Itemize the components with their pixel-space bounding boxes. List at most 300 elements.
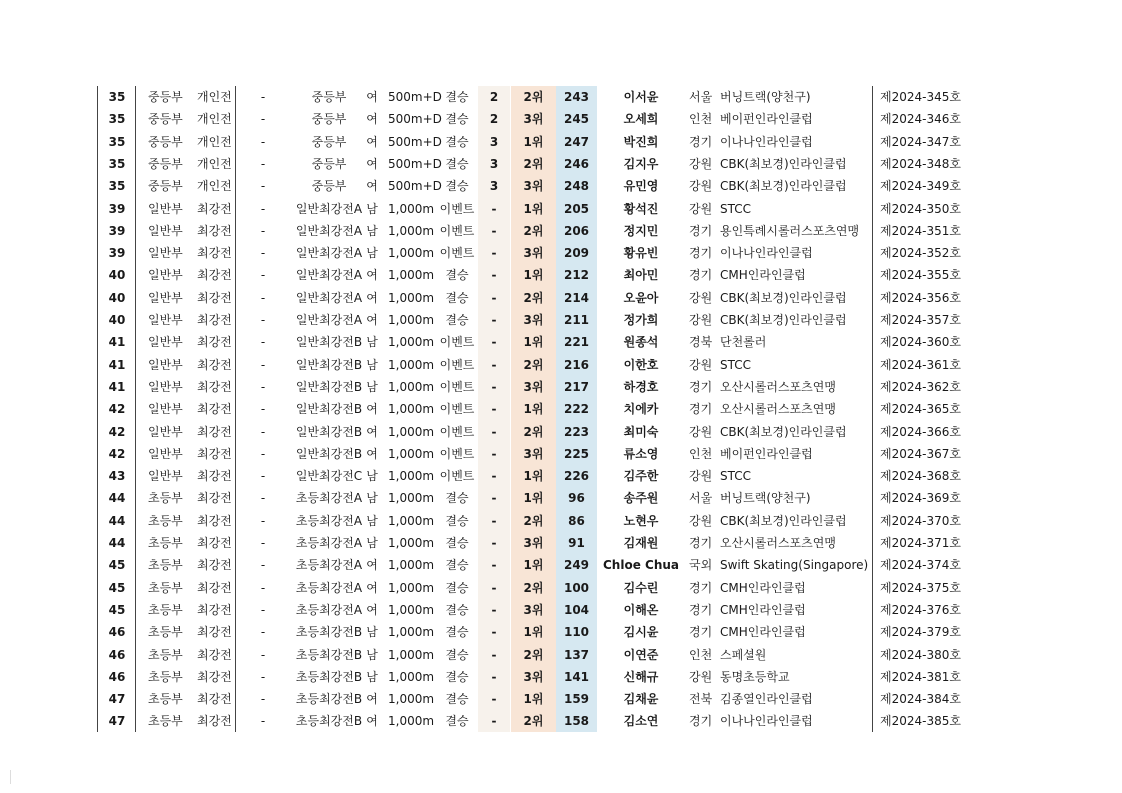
athlete-name: 원종석 bbox=[623, 335, 659, 350]
event-type: 최강전 bbox=[197, 580, 232, 595]
event-type: 최강전 bbox=[197, 379, 232, 394]
event-type: 최강전 bbox=[197, 268, 232, 283]
event-number: 45 bbox=[108, 558, 126, 573]
athlete-name: 이한호 bbox=[623, 357, 659, 372]
region: 강원 bbox=[689, 424, 713, 439]
round: 이벤트 bbox=[439, 357, 475, 372]
certificate-number: 제2024-376호 bbox=[880, 602, 961, 617]
division: 일반부 bbox=[148, 290, 183, 305]
distance: 1,000m bbox=[388, 223, 435, 238]
distance: 500m+D bbox=[388, 112, 442, 127]
club: STCC bbox=[720, 357, 752, 372]
table-row bbox=[0, 443, 1122, 465]
division: 초등부 bbox=[148, 602, 183, 617]
heat: - bbox=[491, 536, 497, 550]
event-number: 44 bbox=[108, 513, 126, 528]
dash: - bbox=[260, 647, 266, 662]
category: 일반최강전A bbox=[295, 223, 363, 238]
distance: 1,000m bbox=[388, 669, 435, 684]
distance: 500m+D bbox=[388, 179, 442, 194]
category: 중등부 bbox=[311, 134, 347, 149]
athlete-name: 박진희 bbox=[623, 134, 659, 149]
event-number: 47 bbox=[108, 714, 126, 729]
round: 이벤트 bbox=[439, 424, 475, 439]
gender: 여 bbox=[366, 402, 378, 417]
bib-number: 206 bbox=[563, 223, 590, 238]
athlete-name: 이해온 bbox=[623, 602, 659, 617]
certificate-number: 제2024-355호 bbox=[880, 268, 961, 283]
dash: - bbox=[260, 134, 266, 149]
certificate-number: 제2024-368호 bbox=[880, 469, 961, 484]
table-row bbox=[0, 710, 1122, 732]
event-number: 44 bbox=[108, 536, 126, 550]
athlete-name: 노현우 bbox=[623, 513, 659, 528]
dash: - bbox=[260, 246, 266, 261]
category: 중등부 bbox=[311, 179, 347, 194]
place: 3위 bbox=[523, 313, 544, 327]
event-type: 최강전 bbox=[197, 313, 232, 327]
dash: - bbox=[260, 179, 266, 194]
club: CBK(최보경)인라인클럽 bbox=[720, 513, 847, 528]
club: 베이펀인라인클럽 bbox=[720, 112, 813, 127]
heat: - bbox=[491, 580, 497, 595]
distance: 1,000m bbox=[388, 246, 435, 261]
place: 3위 bbox=[523, 669, 544, 684]
place: 2위 bbox=[523, 290, 544, 305]
gender: 남 bbox=[366, 491, 378, 506]
bib-number: 209 bbox=[563, 246, 590, 261]
heat: - bbox=[491, 424, 497, 439]
table-row bbox=[0, 554, 1122, 576]
division: 일반부 bbox=[148, 424, 183, 439]
place: 2위 bbox=[523, 513, 544, 528]
round: 결승 bbox=[445, 692, 469, 707]
round: 결승 bbox=[445, 156, 469, 171]
round: 결승 bbox=[445, 134, 469, 149]
category: 초등최강전A bbox=[295, 602, 363, 617]
division: 중등부 bbox=[148, 90, 183, 104]
division: 초등부 bbox=[148, 647, 183, 662]
distance: 1,000m bbox=[388, 268, 435, 283]
division: 일반부 bbox=[148, 379, 183, 394]
gender: 남 bbox=[366, 647, 378, 662]
heat: - bbox=[491, 223, 497, 238]
distance: 1,000m bbox=[388, 313, 435, 327]
region: 강원 bbox=[689, 179, 713, 194]
round: 이벤트 bbox=[439, 246, 475, 261]
table-row bbox=[0, 108, 1122, 130]
round: 결승 bbox=[445, 558, 469, 573]
event-type: 최강전 bbox=[197, 625, 232, 640]
dash: - bbox=[260, 402, 266, 417]
gender: 남 bbox=[366, 223, 378, 238]
region: 경기 bbox=[689, 246, 713, 261]
certificate-number: 제2024-360호 bbox=[880, 335, 961, 350]
event-type: 개인전 bbox=[197, 179, 232, 194]
bib-number: 205 bbox=[563, 201, 590, 216]
heat: 3 bbox=[489, 156, 499, 171]
club: STCC bbox=[720, 469, 752, 484]
club: CBK(최보경)인라인클럽 bbox=[720, 156, 847, 171]
athlete-name: 김시윤 bbox=[623, 625, 659, 640]
place: 2위 bbox=[523, 357, 544, 372]
round: 이벤트 bbox=[439, 201, 475, 216]
gender: 여 bbox=[366, 424, 378, 439]
table-row bbox=[0, 644, 1122, 666]
place: 1위 bbox=[523, 335, 544, 350]
event-number: 40 bbox=[108, 290, 126, 305]
table-row bbox=[0, 198, 1122, 220]
event-type: 최강전 bbox=[197, 446, 232, 461]
certificate-number: 제2024-367호 bbox=[880, 446, 961, 461]
category: 초등최강전A bbox=[295, 513, 363, 528]
event-type: 최강전 bbox=[197, 402, 232, 417]
heat: - bbox=[491, 335, 497, 350]
event-type: 최강전 bbox=[197, 335, 232, 350]
dash: - bbox=[260, 491, 266, 506]
distance: 1,000m bbox=[388, 335, 435, 350]
bib-number: 159 bbox=[563, 692, 590, 707]
athlete-name: 최아민 bbox=[623, 268, 659, 283]
bib-number: 137 bbox=[563, 647, 590, 662]
region: 강원 bbox=[689, 357, 713, 372]
athlete-name: 류소영 bbox=[623, 446, 659, 461]
division: 일반부 bbox=[148, 268, 183, 283]
gender: 남 bbox=[366, 246, 378, 261]
certificate-number: 제2024-362호 bbox=[880, 379, 961, 394]
gender: 여 bbox=[366, 580, 378, 595]
round: 결승 bbox=[445, 179, 469, 194]
region: 인천 bbox=[689, 446, 713, 461]
bib-number: 141 bbox=[563, 669, 590, 684]
category: 일반최강전B bbox=[295, 357, 363, 372]
dash: - bbox=[260, 513, 266, 528]
distance: 1,000m bbox=[388, 402, 435, 417]
place: 2위 bbox=[523, 647, 544, 662]
place: 1위 bbox=[523, 268, 544, 283]
athlete-name: 김주한 bbox=[623, 469, 659, 484]
certificate-number: 제2024-345호 bbox=[880, 90, 961, 104]
table-row bbox=[0, 577, 1122, 599]
gender: 여 bbox=[366, 134, 378, 149]
region: 인천 bbox=[689, 647, 713, 662]
distance: 1,000m bbox=[388, 379, 435, 394]
table-row bbox=[0, 398, 1122, 420]
heat: - bbox=[491, 313, 497, 327]
distance: 1,000m bbox=[388, 491, 435, 506]
round: 결승 bbox=[445, 647, 469, 662]
division: 일반부 bbox=[148, 357, 183, 372]
distance: 1,000m bbox=[388, 647, 435, 662]
region: 서울 bbox=[689, 90, 713, 104]
division: 일반부 bbox=[148, 313, 183, 327]
table-row bbox=[0, 421, 1122, 443]
region: 강원 bbox=[689, 201, 713, 216]
table-row bbox=[0, 354, 1122, 376]
event-type: 최강전 bbox=[197, 357, 232, 372]
round: 이벤트 bbox=[439, 446, 475, 461]
category: 중등부 bbox=[311, 156, 347, 171]
distance: 1,000m bbox=[388, 558, 435, 573]
dash: - bbox=[260, 536, 266, 550]
distance: 1,000m bbox=[388, 357, 435, 372]
gender: 여 bbox=[366, 446, 378, 461]
category: 일반최강전A bbox=[295, 268, 363, 283]
table-row bbox=[0, 510, 1122, 532]
table-row bbox=[0, 688, 1122, 710]
distance: 1,000m bbox=[388, 446, 435, 461]
dash: - bbox=[260, 156, 266, 171]
category: 일반최강전B bbox=[295, 446, 363, 461]
athlete-name: 최미숙 bbox=[623, 424, 659, 439]
event-type: 최강전 bbox=[197, 602, 232, 617]
distance: 1,000m bbox=[388, 536, 435, 550]
dash: - bbox=[260, 558, 266, 573]
certificate-number: 제2024-352호 bbox=[880, 246, 961, 261]
heat: - bbox=[491, 402, 497, 417]
distance: 500m+D bbox=[388, 134, 442, 149]
event-number: 46 bbox=[108, 625, 126, 640]
category: 일반최강전B bbox=[295, 379, 363, 394]
place: 3위 bbox=[523, 602, 544, 617]
athlete-name: 하경호 bbox=[623, 379, 659, 394]
event-type: 최강전 bbox=[197, 246, 232, 261]
event-number: 35 bbox=[108, 156, 126, 171]
heat: - bbox=[491, 513, 497, 528]
table-row bbox=[0, 599, 1122, 621]
club: CBK(최보경)인라인클럽 bbox=[720, 424, 847, 439]
gender: 여 bbox=[366, 290, 378, 305]
scan-artifact bbox=[10, 770, 11, 784]
gender: 여 bbox=[366, 602, 378, 617]
heat: 3 bbox=[489, 134, 499, 149]
club: 버닝트랙(양천구) bbox=[720, 491, 811, 506]
round: 이벤트 bbox=[439, 402, 475, 417]
club: 베이펀인라인클럽 bbox=[720, 446, 813, 461]
event-type: 최강전 bbox=[197, 647, 232, 662]
event-type: 최강전 bbox=[197, 714, 232, 729]
athlete-name: 김지우 bbox=[623, 156, 659, 171]
dash: - bbox=[260, 268, 266, 283]
region: 경기 bbox=[689, 536, 713, 550]
bib-number: 248 bbox=[563, 179, 590, 194]
gender: 여 bbox=[366, 112, 378, 127]
category: 초등최강전A bbox=[295, 580, 363, 595]
round: 결승 bbox=[445, 290, 469, 305]
club: CBK(최보경)인라인클럽 bbox=[720, 179, 847, 194]
gender: 여 bbox=[366, 714, 378, 729]
category: 초등최강전B bbox=[295, 625, 363, 640]
distance: 500m+D bbox=[388, 156, 442, 171]
club: 용인특례시롤러스포츠연맹 bbox=[720, 223, 860, 238]
region: 경기 bbox=[689, 580, 713, 595]
dash: - bbox=[260, 290, 266, 305]
certificate-number: 제2024-374호 bbox=[880, 558, 961, 573]
bib-number: 243 bbox=[563, 90, 590, 104]
event-number: 40 bbox=[108, 313, 126, 327]
bib-number: 222 bbox=[563, 402, 590, 417]
place: 2위 bbox=[523, 424, 544, 439]
place: 3위 bbox=[523, 379, 544, 394]
region: 인천 bbox=[689, 112, 713, 127]
event-number: 41 bbox=[108, 379, 126, 394]
club: 이나나인라인클럽 bbox=[720, 246, 813, 261]
table-row bbox=[0, 287, 1122, 309]
division: 초등부 bbox=[148, 580, 183, 595]
bib-number: 91 bbox=[568, 536, 585, 550]
round: 이벤트 bbox=[439, 335, 475, 350]
certificate-number: 제2024-357호 bbox=[880, 313, 961, 327]
event-type: 최강전 bbox=[197, 469, 232, 484]
region: 강원 bbox=[689, 469, 713, 484]
club: STCC bbox=[720, 201, 752, 216]
event-number: 46 bbox=[108, 647, 126, 662]
athlete-name: 오윤아 bbox=[623, 290, 659, 305]
place: 3위 bbox=[523, 179, 544, 194]
heat: - bbox=[491, 625, 497, 640]
club: 스페셜원 bbox=[720, 647, 767, 662]
event-number: 41 bbox=[108, 335, 126, 350]
event-type: 최강전 bbox=[197, 669, 232, 684]
certificate-number: 제2024-385호 bbox=[880, 714, 961, 729]
bib-number: 221 bbox=[563, 335, 590, 350]
place: 1위 bbox=[523, 469, 544, 484]
table-row bbox=[0, 331, 1122, 353]
division: 초등부 bbox=[148, 692, 183, 707]
dash: - bbox=[260, 714, 266, 729]
club: CBK(최보경)인라인클럽 bbox=[720, 290, 847, 305]
athlete-name: 치에카 bbox=[623, 402, 659, 417]
gender: 여 bbox=[366, 692, 378, 707]
category: 일반최강전B bbox=[295, 402, 363, 417]
club: Swift Skating(Singapore) bbox=[720, 558, 869, 573]
athlete-name: 김채윤 bbox=[623, 692, 659, 707]
heat: - bbox=[491, 446, 497, 461]
region: 강원 bbox=[689, 313, 713, 327]
athlete-name: 황석진 bbox=[623, 201, 659, 216]
gender: 남 bbox=[366, 379, 378, 394]
table-row bbox=[0, 621, 1122, 643]
certificate-number: 제2024-379호 bbox=[880, 625, 961, 640]
division: 초등부 bbox=[148, 513, 183, 528]
category: 초등최강전B bbox=[295, 669, 363, 684]
heat: - bbox=[491, 647, 497, 662]
event-number: 43 bbox=[108, 469, 126, 484]
category: 중등부 bbox=[311, 90, 347, 104]
gender: 여 bbox=[366, 268, 378, 283]
event-number: 45 bbox=[108, 602, 126, 617]
certificate-number: 제2024-361호 bbox=[880, 357, 961, 372]
round: 결승 bbox=[445, 580, 469, 595]
round: 결승 bbox=[445, 714, 469, 729]
region: 국외 bbox=[689, 558, 713, 573]
heat: 2 bbox=[489, 112, 499, 127]
certificate-number: 제2024-380호 bbox=[880, 647, 961, 662]
athlete-name: 송주원 bbox=[623, 491, 659, 506]
table-row bbox=[0, 153, 1122, 175]
event-type: 개인전 bbox=[197, 112, 232, 127]
club: CMH인라인클럽 bbox=[720, 625, 806, 640]
heat: 3 bbox=[489, 179, 499, 194]
event-type: 최강전 bbox=[197, 558, 232, 573]
gender: 남 bbox=[366, 469, 378, 484]
division: 중등부 bbox=[148, 179, 183, 194]
table-row bbox=[0, 264, 1122, 286]
region: 경기 bbox=[689, 402, 713, 417]
club: CBK(최보경)인라인클럽 bbox=[720, 313, 847, 327]
place: 1위 bbox=[523, 692, 544, 707]
dash: - bbox=[260, 223, 266, 238]
event-type: 최강전 bbox=[197, 536, 232, 550]
place: 3위 bbox=[523, 112, 544, 127]
heat: - bbox=[491, 602, 497, 617]
place: 1위 bbox=[523, 134, 544, 149]
category: 일반최강전B bbox=[295, 424, 363, 439]
club: 오산시롤러스포츠연맹 bbox=[720, 536, 836, 550]
region: 강원 bbox=[689, 156, 713, 171]
bib-number: 223 bbox=[563, 424, 590, 439]
certificate-number: 제2024-366호 bbox=[880, 424, 961, 439]
club: 이나나인라인클럽 bbox=[720, 714, 813, 729]
event-type: 개인전 bbox=[197, 90, 232, 104]
region: 강원 bbox=[689, 290, 713, 305]
distance: 1,000m bbox=[388, 625, 435, 640]
certificate-number: 제2024-348호 bbox=[880, 156, 961, 171]
event-number: 39 bbox=[108, 223, 126, 238]
athlete-name: 이서윤 bbox=[623, 90, 659, 104]
gender: 여 bbox=[366, 179, 378, 194]
dash: - bbox=[260, 201, 266, 216]
event-number: 39 bbox=[108, 246, 126, 261]
gender: 여 bbox=[366, 156, 378, 171]
division: 중등부 bbox=[148, 112, 183, 127]
certificate-number: 제2024-375호 bbox=[880, 580, 961, 595]
place: 1위 bbox=[523, 558, 544, 573]
bib-number: 211 bbox=[563, 313, 590, 327]
certificate-number: 제2024-346호 bbox=[880, 112, 961, 127]
event-type: 최강전 bbox=[197, 692, 232, 707]
place: 2위 bbox=[523, 90, 544, 104]
region: 경기 bbox=[689, 134, 713, 149]
bib-number: 86 bbox=[568, 513, 585, 528]
event-number: 35 bbox=[108, 112, 126, 127]
club: 김종열인라인클럽 bbox=[720, 692, 813, 707]
dash: - bbox=[260, 335, 266, 350]
region: 경기 bbox=[689, 379, 713, 394]
division: 초등부 bbox=[148, 536, 183, 550]
heat: - bbox=[491, 201, 497, 216]
club: CMH인라인클럽 bbox=[720, 580, 806, 595]
dash: - bbox=[260, 446, 266, 461]
gender: 남 bbox=[366, 335, 378, 350]
region: 전북 bbox=[689, 692, 713, 707]
round: 결승 bbox=[445, 602, 469, 617]
region: 경기 bbox=[689, 625, 713, 640]
place: 3위 bbox=[523, 246, 544, 261]
gender: 남 bbox=[366, 669, 378, 684]
category: 일반최강전A bbox=[295, 313, 363, 327]
certificate-number: 제2024-356호 bbox=[880, 290, 961, 305]
round: 결승 bbox=[445, 625, 469, 640]
event-number: 42 bbox=[108, 402, 126, 417]
gender: 여 bbox=[366, 90, 378, 104]
distance: 1,000m bbox=[388, 580, 435, 595]
round: 결승 bbox=[445, 669, 469, 684]
club: CMH인라인클럽 bbox=[720, 268, 806, 283]
place: 1위 bbox=[523, 491, 544, 506]
division: 일반부 bbox=[148, 246, 183, 261]
category: 초등최강전B bbox=[295, 714, 363, 729]
